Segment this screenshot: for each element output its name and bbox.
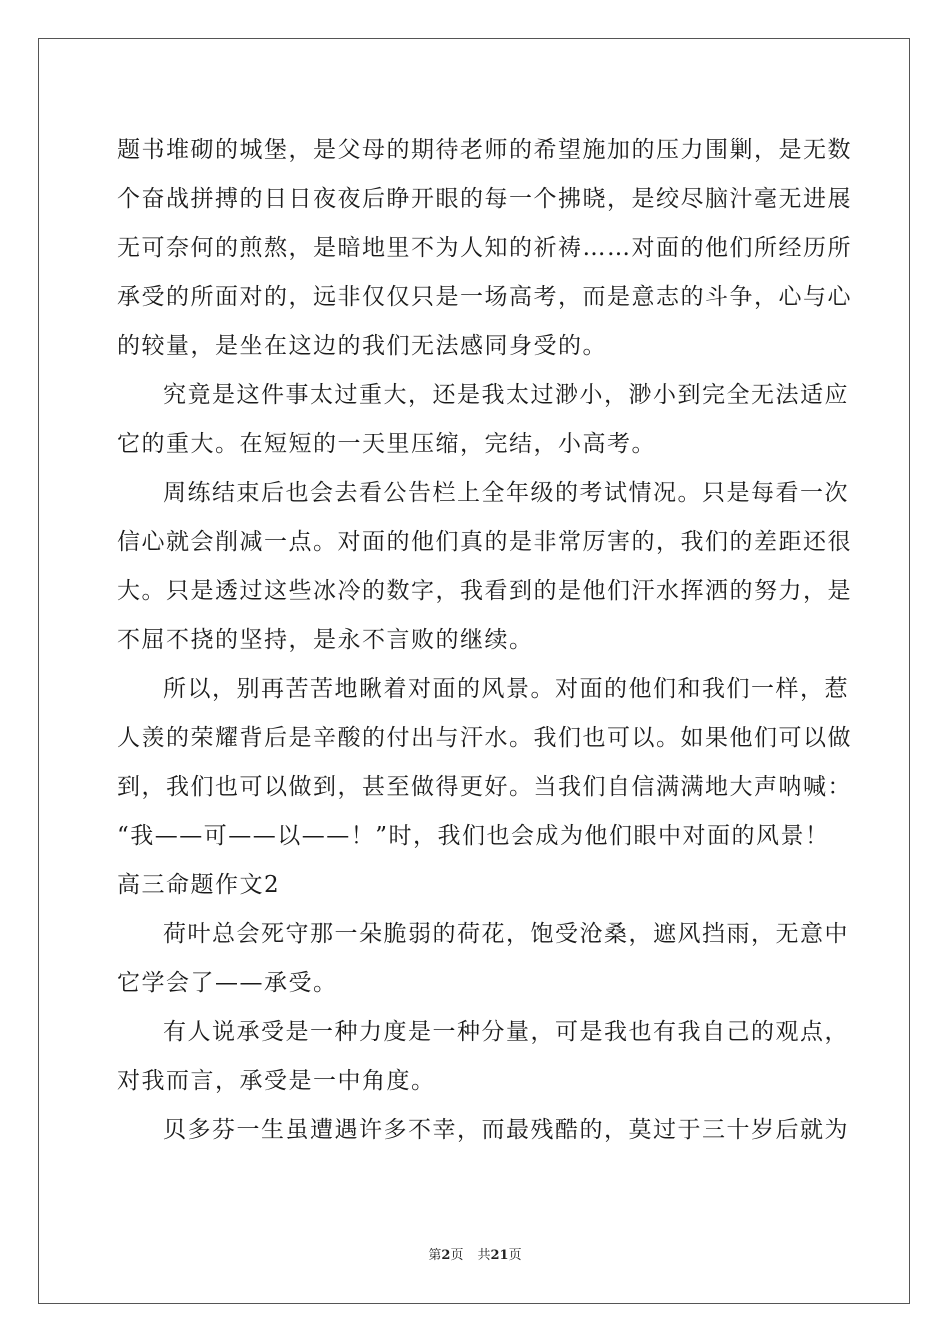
paragraph-start-line: 周练结束后也会去看公告栏上全年级的考试情况。只是每看一次: [163, 480, 849, 506]
text-line: 无可奈何的煎熬，是暗地里不为人知的祈祷……对面的他们所经历所: [117, 235, 852, 261]
current-page-number: 2: [441, 1248, 451, 1263]
text-line: 它学会了——承受。: [117, 970, 338, 996]
text-line: 它的重大。在短短的一天里压缩，完结，小高考。: [117, 431, 656, 457]
footer-total-unit: 页: [508, 1248, 522, 1263]
section-heading: 高三命题作文2: [117, 872, 281, 898]
paragraph-start-line: 有人说承受是一种力度是一种分量，可是我也有我自己的观点，: [163, 1019, 849, 1045]
page-footer: [0, 1244, 950, 1263]
text-line: 不屈不挠的坚持，是永不言败的继续。: [117, 627, 534, 653]
paragraph-start-line: 究竟是这件事太过重大，还是我太过渺小，渺小到完全无法适应: [163, 382, 849, 408]
paragraph-start-line: 荷叶总会死守那一朵脆弱的荷花，饱受沧桑，遮风挡雨，无意中: [163, 921, 849, 947]
text-line: “我——可——以——！”时，我们也会成为他们眼中对面的风景！: [117, 823, 830, 849]
text-line: 题书堆砌的城堡，是父母的期待老师的希望施加的压力围剿，是无数: [117, 137, 852, 163]
total-pages-number: 21: [490, 1248, 509, 1263]
text-line: 大。只是透过这些冰冷的数字，我看到的是他们汗水挥洒的努力，是: [117, 578, 852, 604]
text-line: 信心就会削减一点。对面的他们真的是非常厉害的，我们的差距还很: [117, 529, 852, 555]
paragraph-start-line: 所以，别再苦苦地瞅着对面的风景。对面的他们和我们一样，惹: [163, 676, 849, 702]
footer-total-prefix: 共: [477, 1248, 491, 1263]
text-line: 个奋战拼搏的日日夜夜后睁开眼的每一个拂晓，是绞尽脑汁毫无进展: [117, 186, 852, 212]
text-line: 对我而言，承受是一中角度。: [117, 1068, 436, 1094]
text-line: 承受的所面对的，远非仅仅只是一场高考，而是意志的斗争，心与心: [117, 284, 852, 310]
footer-page-unit: 页: [450, 1248, 464, 1263]
paragraph-start-line: 贝多芬一生虽遭遇许多不幸，而最残酷的，莫过于三十岁后就为: [163, 1117, 849, 1143]
text-line: 到，我们也可以做到，甚至做得更好。当我们自信满满地大声呐喊：: [117, 774, 852, 800]
document-body: [117, 126, 852, 1155]
footer-prefix: 第: [428, 1248, 442, 1263]
text-line: 的较量，是坐在这边的我们无法感同身受的。: [117, 333, 607, 359]
text-line: 人羡的荣耀背后是辛酸的付出与汗水。我们也可以。如果他们可以做: [117, 725, 852, 751]
